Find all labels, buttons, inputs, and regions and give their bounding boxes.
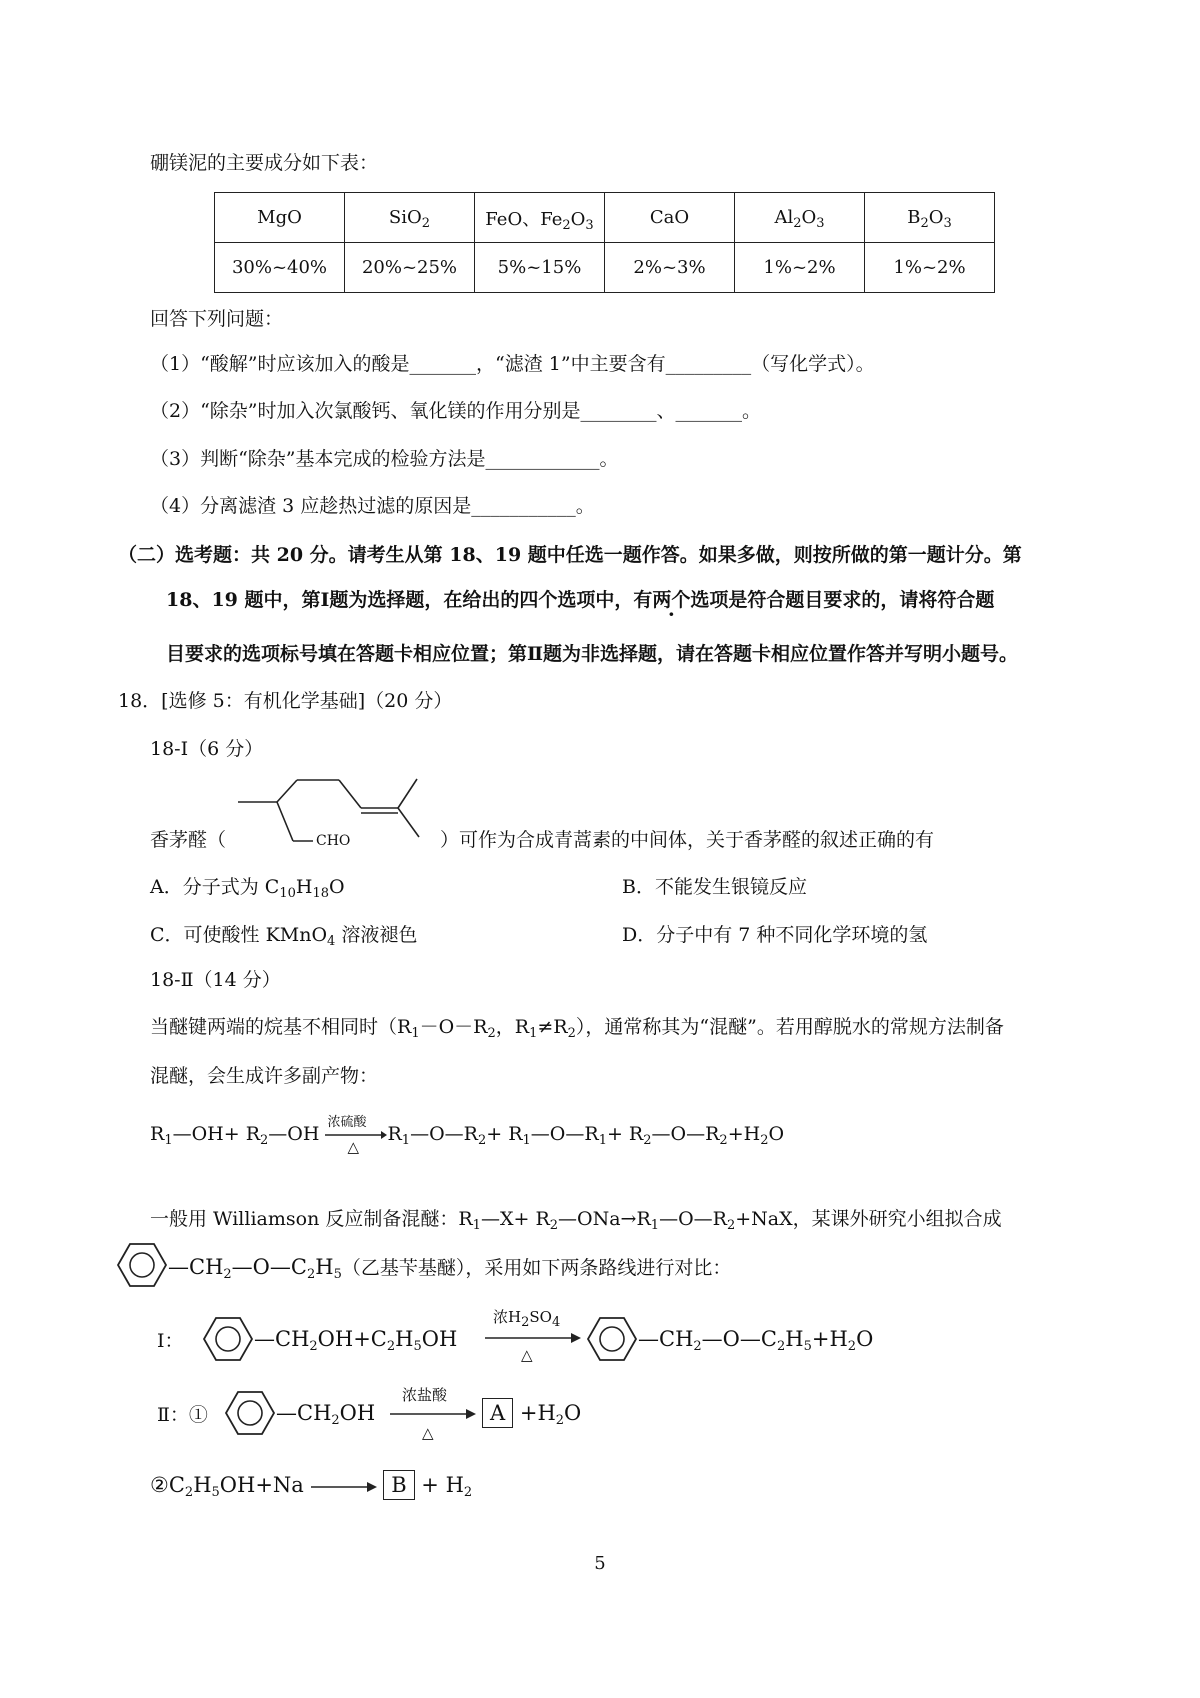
reaction-arrow: 浓硫酸 △ xyxy=(325,1118,387,1152)
benzene-ring-icon xyxy=(202,1316,254,1362)
question-3: （3）判断“除杂”基本完成的检验方法是____________。 xyxy=(150,448,619,470)
table-cell: 20%~25% xyxy=(345,243,475,293)
question-4: （4）分离滤渣 3 应趁热过滤的原因是___________。 xyxy=(150,495,595,517)
route2-products: $A +H_2O$ xyxy=(482,1398,581,1428)
header-mgo: MgO xyxy=(215,193,345,243)
table-cell: 2%~3% xyxy=(605,243,735,293)
route1-label: Ⅰ： xyxy=(157,1330,184,1352)
benzene-ring-icon xyxy=(586,1316,638,1362)
header-cao: CaO xyxy=(605,193,735,243)
route1-arrow: 浓$H_2SO_4$ △ xyxy=(485,1306,581,1366)
table-cell: 30%~40% xyxy=(215,243,345,293)
table-header-row xyxy=(215,193,995,243)
header-b2o3: $B_2O_3$ xyxy=(865,193,995,243)
section2-line3: 目要求的选项标号填在答题卡相应位置；第Ⅱ题为非选择题，请在答题卡相应位置作答并写明小题号。 xyxy=(166,643,1019,665)
emphasis-two: 两个 xyxy=(652,589,691,611)
q18-part2: 18-Ⅱ（14 分） xyxy=(150,969,281,991)
table-cell: 1%~2% xyxy=(735,243,865,293)
route1-reactants: $—CH_2OH+C_2H_5OH$ xyxy=(254,1327,458,1354)
section2-line2: 18、19 题中，第Ⅰ题为选择题，在给出的四个选项中，有两个选项是符合题目要求的，请将符合题 xyxy=(166,589,995,611)
option-c[interactable]: C．可使酸性 KMnO$_4$ 溶液褪色 xyxy=(150,924,418,949)
table-cell: 1%~2% xyxy=(865,243,995,293)
product-box-a: A xyxy=(482,1398,513,1428)
section2-line1: （二）选考题：共 20 分。请考生从第 18、19 题中任选一题作答。如果多做，则按所做的第一题计分。第 xyxy=(118,544,1022,566)
page-number: 5 xyxy=(594,1553,606,1574)
benzene-ring-icon xyxy=(224,1390,276,1436)
route1-products: $—CH_2—O—C_2H_5+H_2O$ xyxy=(638,1327,874,1354)
q18-title: 18．[选修 5：有机化学基础]（20 分） xyxy=(118,690,453,712)
williamson-line: 一般用 Williamson 反应制备混醚：$R_1—X+$ $R_2—ONa\to R_1—O—R_2+NaX$，某课外研究小组拟合成 xyxy=(150,1208,1002,1233)
citral-cho-label: CHO xyxy=(316,833,351,849)
composition-table xyxy=(214,192,995,293)
product-box-b: B xyxy=(383,1470,414,1500)
option-a[interactable]: A．分子式为 $C_{10}H_{18}O$ xyxy=(150,876,345,901)
header-al2o3: $Al_2O_3$ xyxy=(735,193,865,243)
answer-prompt: 回答下列问题： xyxy=(150,308,284,330)
table-cell: 5%~15% xyxy=(475,243,605,293)
benzene-ring-icon xyxy=(116,1242,168,1288)
option-b[interactable]: B．不能发生银镜反应 xyxy=(622,876,807,898)
ether-line2: 混醚，会生成许多副产物： xyxy=(150,1065,379,1087)
header-sio2: SiO$_2$ xyxy=(345,193,475,243)
target-molecule: $—CH_2—O—C_2H_5$（乙基苄基醚），采用如下两条路线进行对比： xyxy=(168,1255,732,1282)
option-d[interactable]: D．分子中有 7 种不同化学环境的氢 xyxy=(622,924,928,946)
citral-line: 香茅醛（ ）可作为合成青蒿素的中间体，关于香茅醛的叙述正确的有 xyxy=(150,829,935,851)
ether-line1: 当醚键两端的烷基不相同时（$R_1-O-R_2$，$R_1\ne R_2$），通常称其为“混醚”。若用醇脱水的常规方法制备 xyxy=(150,1016,1004,1041)
question-2: （2）“除杂”时加入次氯酸钙、氧化镁的作用分别是________、_______。 xyxy=(150,400,762,422)
dehydration-equation: $R_1—OH+$ $R_2—OH$ 浓硫酸 △ $R_1—O—R_2+$ $R_1—O—R_1+$ $R_2—O—R_2+H_2O$ xyxy=(150,1115,785,1156)
table-value-row xyxy=(215,243,995,293)
header-feo-fe2o3: FeO、$Fe_2O_3$ xyxy=(475,193,605,243)
route2-arrow: 浓盐酸 △ xyxy=(390,1384,476,1444)
q18-part1: 18-Ⅰ（6 分） xyxy=(150,738,264,760)
route2-reactant: $—CH_2OH$ xyxy=(276,1401,376,1428)
route2-label: Ⅱ：① xyxy=(157,1404,208,1426)
intro-text: 硼镁泥的主要成分如下表： xyxy=(150,152,379,174)
question-1: （1）“酸解”时应该加入的酸是_______，“滤渣 1”中主要含有_________（写化学式）。 xyxy=(150,353,875,375)
route2-step2: $②C_2H_5OH+Na$ $B + H_2$ xyxy=(150,1470,472,1500)
